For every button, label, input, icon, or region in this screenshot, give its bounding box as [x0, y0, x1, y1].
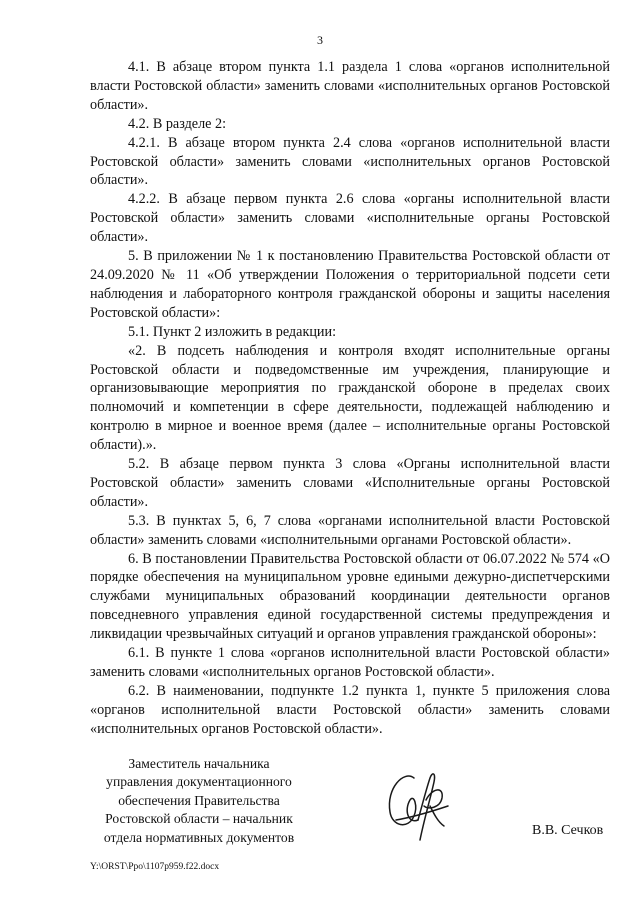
signatory-title-line: обеспечения Правительства [118, 792, 280, 808]
handwritten-signature-icon [374, 760, 460, 846]
paragraph-5-3: 5.3. В пунктах 5, 6, 7 слова «органами исполнительной власти Ростовской области» заменить словами «исполнительными органами Ростовской области». [90, 512, 610, 548]
paragraph-4-2-2: 4.2.2. В абзаце первом пункта 2.6 слова «органы исполнительной власти Ростовской области» заменить словами «исполнительные органы Ростовской области». [90, 191, 610, 246]
paragraph-6-1: 6.1. В пункте 1 слова «органов исполнительной власти Ростовской области» заменить словами «исполнительных органов Ростовской области». [90, 645, 610, 680]
signatory-title-line: Заместитель начальника [128, 756, 270, 771]
signatory-title-line: Ростовской области – начальник [105, 811, 293, 827]
paragraph-6-2: 6.2. В наименовании, подпункте 1.2 пункта 1, пункте 5 приложения слова «органов исполнительной власти Ростовской области» заменить словами «исполнительных органов Ростовской области». [90, 682, 610, 737]
paragraph-5-2: 5.2. В абзаце первом пункта 3 слова «Органы исполнительной власти Ростовской области» заменить словами «Исполнительные органы Ростовской области». [90, 456, 610, 510]
paragraph-4-2-1: 4.2.1. В абзаце втором пункта 2.4 слова «органов исполнительной власти Ростовской области» заменить словами «исполнительных органов Ростовской области». [90, 134, 610, 189]
signatory-title-line: отдела нормативных документов [103, 829, 295, 845]
signatory-title [90, 755, 308, 847]
signer-name: В.В. Сечков [532, 823, 604, 838]
file-path: Y:\ORST\Ppo\1107p959.f22.docx [90, 862, 220, 872]
paragraph-5: 5. В приложении № 1 к постановлению Правительства Ростовской области от 24.09.2020 № 11 «Об утверждении Положения о территориальной подсети сети наблюдения и лабораторного контроля гражданской обороны и защиты населения Ростовской области»: [90, 248, 610, 321]
paragraph-5-1-text: «2. В подсеть наблюдения и контроля входят исполнительные органы Ростовской области и подведомственные им учреждения, планирующие и организовывающие мероприятия по гражданской обороне в пределах своих полномочий и компетенции в сфере деятельности, подлежащей наблюдению и контролю в мирное и военное время (далее – исполнительные органы Ростовской области).». [90, 342, 610, 454]
paragraph-4-2: 4.2. В разделе 2: [128, 115, 227, 132]
signatory-title-line: управления документационного [106, 774, 292, 790]
paragraph-4-1: 4.1. В абзаце втором пункта 1.1 раздела 1 слова «органов исполнительной власти Ростовской области» заменить словами «исполнительных органов Ростовской области». [90, 59, 610, 113]
page-number: 3 [317, 33, 323, 47]
paragraph-5-1: 5.1. Пункт 2 изложить в редакции: [128, 323, 337, 340]
paragraph-6: 6. В постановлении Правительства Ростовской области от 06.07.2022 № 574 «О порядке обеспечения на муниципальном уровне едиными дежурно-диспетчерскими службами муниципальных образований координации деятельности органов повседневного управления единой государственной системы предупреждения и ликвидации чрезвычайных ситуаций и органов управления гражданской обороны»: [90, 550, 610, 643]
document-body [90, 58, 610, 739]
